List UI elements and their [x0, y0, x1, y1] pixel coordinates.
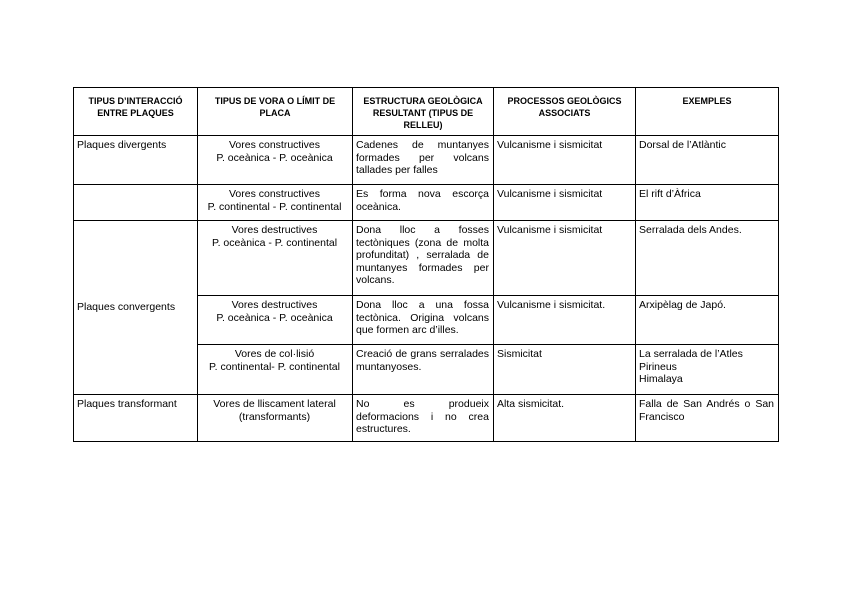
header-estructura: ESTRUCTURA GEOLÒGICA RESULTANT (TIPUS DE RELLEU): [353, 88, 494, 136]
vora-type: Vores de lliscament lateral: [213, 398, 336, 410]
header-exemples: EXEMPLES: [636, 88, 779, 136]
vora-plates: (transformants): [238, 410, 311, 423]
vora-plates: P. oceànica - P. oceànica: [216, 151, 333, 164]
exemple: La serralada de l’Atles: [639, 348, 743, 360]
exemples-cell: [636, 221, 779, 296]
vora-type: Vores constructives: [228, 139, 321, 151]
group-divergents: Plaques divergents: [74, 136, 198, 185]
header-interaccio: TIPUS D’INTERACCIÓ ENTRE PLAQUES: [74, 88, 198, 136]
group-divergents-cont: [74, 185, 198, 221]
processos-cell: Alta sismicitat.: [494, 395, 636, 442]
header-row: [74, 88, 779, 136]
exemples-cell: [636, 185, 779, 221]
table-row: [74, 185, 779, 221]
vora-type: Vores destructives: [231, 224, 318, 236]
estructura-cell: Creació de grans serralades muntanyoses.: [353, 345, 494, 395]
vora-plates: P. continental- P. continental: [209, 360, 340, 373]
vora-plates: P. continental - P. continental: [207, 200, 342, 213]
processos-cell: Vulcanisme i sismicitat: [494, 185, 636, 221]
vora-type: Vores de col·lisió: [234, 348, 315, 360]
exemples-cell: [636, 395, 779, 442]
group-transformant: Plaques transformant: [74, 395, 198, 442]
vora-cell: [198, 395, 353, 442]
estructura-cell: Dona lloc a una fossa tectònica. Origina volcans que formen arc d’illes.: [353, 296, 494, 345]
header-vora: TIPUS DE VORA O LÍMIT DE PLACA: [198, 88, 353, 136]
vora-cell: [198, 296, 353, 345]
vora-plates: P. oceànica - P. oceànica: [216, 311, 333, 324]
vora-cell: [198, 185, 353, 221]
plate-interactions-table: [73, 87, 779, 442]
exemple: Himalaya: [639, 373, 683, 385]
estructura-cell: Dona lloc a fosses tectòniques (zona de molta profunditat) , serralada de muntanyes formades per volcans.: [353, 221, 494, 296]
exemple: Pirineus: [639, 360, 677, 373]
group-convergents: Plaques convergents: [74, 221, 198, 395]
table-row: [74, 136, 779, 185]
estructura-cell: Es forma nova escorça oceànica.: [353, 185, 494, 221]
vora-type: Vores destructives: [231, 299, 318, 311]
exemples-cell: [636, 136, 779, 185]
exemple: El rift d’Àfrica: [639, 188, 701, 200]
table-row: [74, 221, 779, 296]
header-processos: PROCESSOS GEOLÒGICS ASSOCIATS: [494, 88, 636, 136]
vora-cell: [198, 345, 353, 395]
exemple: Serralada dels Andes.: [639, 224, 742, 236]
processos-cell: Sismicitat: [494, 345, 636, 395]
processos-cell: Vulcanisme i sismicitat.: [494, 296, 636, 345]
exemple: Dorsal de l’Atlàntic: [639, 139, 726, 151]
estructura-cell: Cadenes de muntanyes formades per volcans tallades per falles: [353, 136, 494, 185]
exemple: Arxipèlag de Japó.: [639, 299, 726, 311]
vora-cell: [198, 136, 353, 185]
processos-cell: Vulcanisme i sismicitat: [494, 136, 636, 185]
exemple: Falla de San Andrés o San Francisco: [639, 398, 774, 423]
exemples-cell: [636, 296, 779, 345]
vora-cell: [198, 221, 353, 296]
estructura-cell: No es produeix deformacions i no crea estructures.: [353, 395, 494, 442]
vora-plates: P. oceànica - P. continental: [211, 236, 338, 249]
exemples-cell: [636, 345, 779, 395]
processos-cell: Vulcanisme i sismicitat: [494, 221, 636, 296]
vora-type: Vores constructives: [228, 188, 321, 200]
table-row: [74, 395, 779, 442]
